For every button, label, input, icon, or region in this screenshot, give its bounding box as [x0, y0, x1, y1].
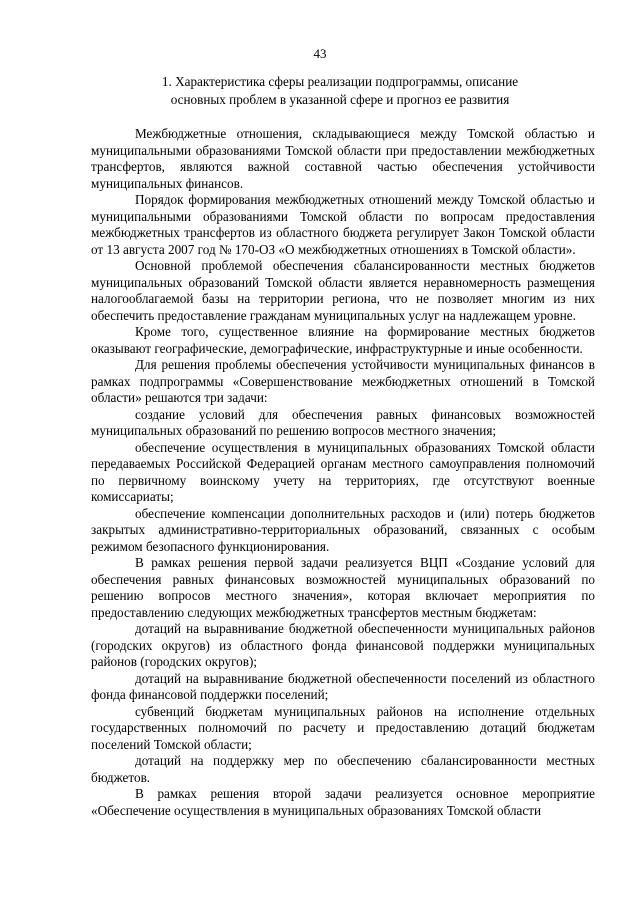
paragraph: обеспечение осуществления в муниципальных образованиях Томской области передаваемых Российской Федерацией органам местного самоуправления полномочий по первичному воинскому учету на территориях, где отсутствуют военные комиссариаты;: [91, 439, 595, 504]
paragraph: В рамках решения второй задачи реализуется основное мероприятие «Обеспечение осуществления в муниципальных образованиях Томской области: [91, 786, 595, 818]
paragraph: субвенций бюджетам муниципальных районов на исполнение отдельных государственных полномочий по расчету и предоставлению дотаций бюджетам поселений Томской области;: [91, 703, 595, 752]
paragraph: обеспечение компенсации дополнительных расходов и (или) потерь бюджетов закрытых административно-территориальных образований, связанных с особым режимом безопасного функционирования.: [91, 505, 595, 554]
section-heading: [150, 73, 530, 108]
body-text: [91, 126, 595, 819]
paragraph: Кроме того, существенное влияние на формирование местных бюджетов оказывают географические, демографические, инфраструктурные и иные особенности.: [91, 324, 595, 356]
paragraph: В рамках решения первой задачи реализуется ВЦП «Создание условий для обеспечения равных финансовых возможностей муниципальных образований по решению вопросов местного значения», которая включает мероприятия по предоставлению следующих межбюджетных трансфертов местным бюджетам:: [91, 555, 595, 620]
paragraph: Основной проблемой обеспечения сбалансированности местных бюджетов муниципальных образований Томской области является неравномерность размещения налогооблагаемой базы на территории региона, что не позволяет многим из них обеспечить предоставление гражданам муниципальных услуг на надлежащем уровне.: [91, 258, 595, 323]
section-heading-line: 1. Характеристика сферы реализации подпрограммы, описание: [161, 74, 519, 89]
paragraph: дотаций на выравнивание бюджетной обеспеченности поселений из областного фонда финансовой поддержки поселений;: [91, 670, 595, 702]
paragraph: Межбюджетные отношения, складывающиеся между Томской областью и муниципальными образованиями Томской области при предоставлении межбюджетных трансфертов, являются важной составной частью обеспечения устойчивости муниципальных финансов.: [91, 126, 595, 191]
paragraph: Порядок формирования межбюджетных отношений между Томской областью и муниципальными образованиями Томской области по вопросам предоставления межбюджетных трансфертов из областного бюджета регулирует Закон Томской области от 13 августа 2007 год № 170-ОЗ «О межбюджетных отношениях в Томской области».: [91, 192, 595, 257]
paragraph: дотаций на поддержку мер по обеспечению сбалансированности местных бюджетов.: [91, 753, 595, 785]
paragraph: создание условий для обеспечения равных финансовых возможностей муниципальных образований по решению вопросов местного значения;: [91, 406, 595, 438]
paragraph: Для решения проблемы обеспечения устойчивости муниципальных финансов в рамках подпрограммы «Совершенствование межбюджетных отношений в Томской области» решаются три задачи:: [91, 357, 595, 405]
paragraph: дотаций на выравнивание бюджетной обеспеченности муниципальных районов (городских округов) из областного фонда финансовой поддержки муниципальных районов (городских округов);: [91, 621, 595, 669]
page-number: 43: [313, 46, 327, 61]
section-heading-line: основных проблем в указанной сфере и прогноз ее развития: [170, 91, 510, 107]
